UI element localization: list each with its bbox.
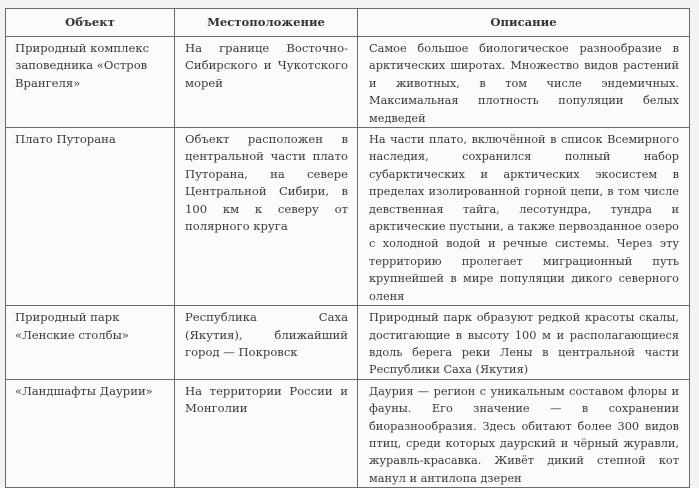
cell-location: На границе Восточно-Сибирского и Чукотского морей <box>175 37 358 128</box>
table-row <box>6 37 690 128</box>
cell-description: На части плато, включённой в список Всемирного наследия, сохранился полный набор субарктических и арктических экосистем в пределах изолированной горной цепи, в том числе девственная тайга, лесотундра, тундра и арктические пустыни, а также первозданное озеро с холодной водой и речные системы. Через эту территорию пролегает миграционный путь крупнейшей в мире популяции дикого северного оленя <box>358 128 690 306</box>
header-description: Описание <box>358 9 690 37</box>
table-header-row <box>6 9 690 37</box>
table-row <box>6 379 690 487</box>
header-object: Объект <box>6 9 175 37</box>
cell-location: На территории России и Монголии <box>175 379 358 487</box>
cell-description: Природный парк образуют редкой красоты скалы, достигающие в высоту 100 м и располагающиеся вдоль берега реки Лены в центральной части Республики Саха (Якутия) <box>358 306 690 380</box>
table-row <box>6 306 690 380</box>
cell-object: «Ландшафты Даурии» <box>6 379 175 487</box>
cell-object: Природный парк «Ленские столбы» <box>6 306 175 380</box>
cell-description: Даурия — регион с уникальным составом флоры и фауны. Его значение — в сохранении биоразнообразия. Здесь обитают более 300 видов птиц, среди которых даурский и чёрный журавли, журавль-красавка. Живёт дикий степной кот манул и антилопа дзерен <box>358 379 690 487</box>
table-row <box>6 128 690 306</box>
cell-location: Объект расположен в центральной части плато Путорана, на севере Центральной Сибири, в 100 км к северу от полярного круга <box>175 128 358 306</box>
cell-object: Природный комплекс заповедника «Остров Врангеля» <box>6 37 175 128</box>
cell-object: Плато Путорана <box>6 128 175 306</box>
cell-location: Республика Саха (Якутия), ближайший город — Покровск <box>175 306 358 380</box>
cell-description: Самое большое биологическое разнообразие в арктических широтах. Множество видов растений и животных, в том числе эндемичных. Максимальная плотность популяции белых медведей <box>358 37 690 128</box>
heritage-sites-table <box>5 8 690 488</box>
header-location: Местоположение <box>175 9 358 37</box>
